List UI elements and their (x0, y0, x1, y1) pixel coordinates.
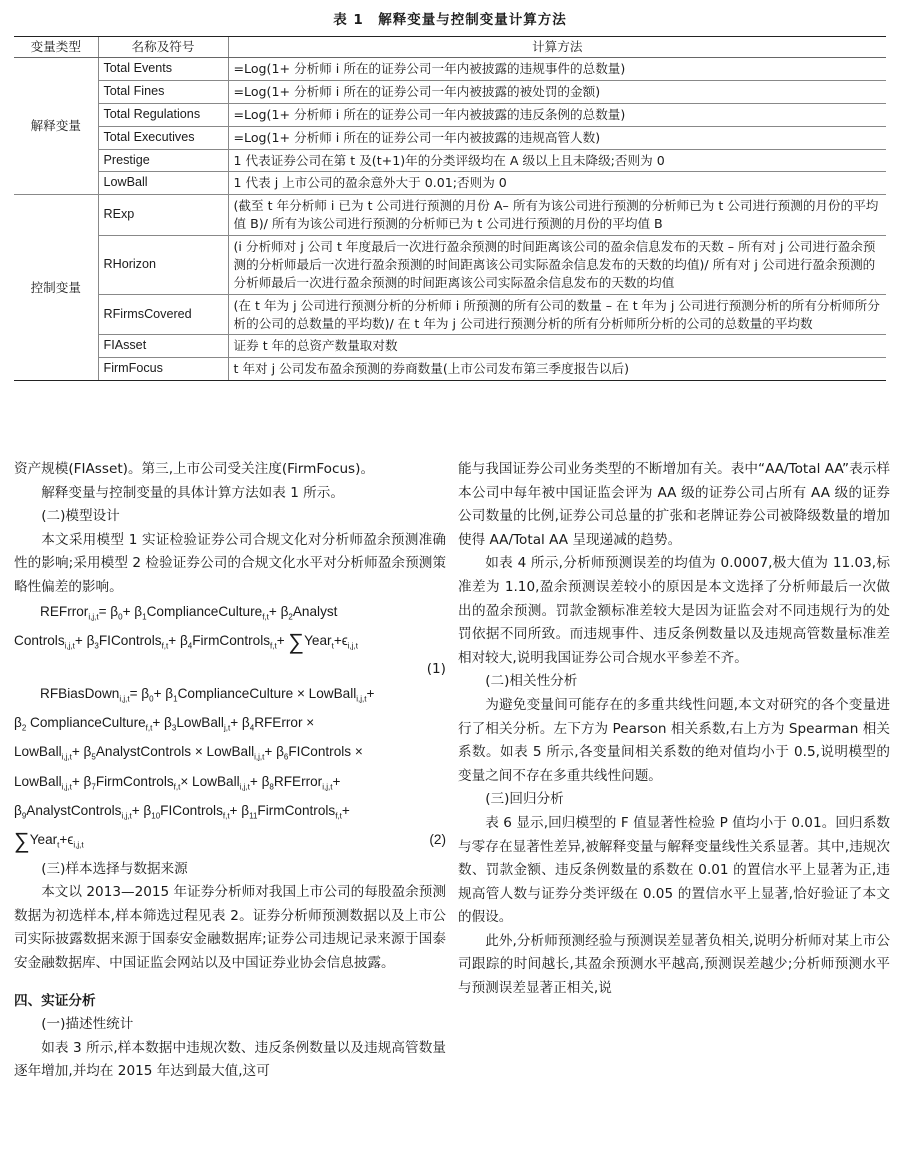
var-method: =Log(1+ 分析师 i 所在的证券公司一年内被披露的被处罚的金额) (228, 80, 886, 103)
equation-2: RFBiasDown$_{i,j,t}$= $\beta_0+$ $\beta_1ComplianceCulture$ × LowBall$_{i,j,t}$+ (40, 685, 375, 704)
paragraph: 此外,分析师预测经验与预测误差显著负相关,说明分析师对某上市公司跟踪的时间越长,其盈余预测水平越高,预测误差越少;分析师预测水平与预测误差显著正相关,说 (458, 932, 890, 997)
section-heading: (三)样本选择与数据来源 (41, 860, 188, 877)
paragraph: 资产规模(FIAsset)。第三,上市公司受关注度(FirmFocus)。 (14, 461, 375, 477)
equation-1-cont: Controls$_{i,j,t}$+ $\beta_3FIControls_{f,t}+$ $\beta_4FirmControls_{f,t}+$ $\sum Year_t+\epsilon_{i,j,t}$ (14, 628, 358, 654)
group-type-control: 控制变量 (14, 195, 98, 381)
paragraph: 表 6 显示,回归模型的 F 值显著性检验 P 值均小于 0.01。回归系数与零存在显著性差异,被解释变量与解释变量线性关系显著。其中,违规次数、罚款金额、违反条例数量的系数在 0.01 的置信水平上显著为正,违规高管人数与证券分类评级在 0.05 的置信水平上显著,恰好验证了本文的假设。 (458, 814, 890, 926)
var-method: 证券 t 年的总资产数量取对数 (228, 335, 886, 358)
section-heading: (二)相关性分析 (485, 673, 578, 690)
var-method: (i 分析师对 j 公司 t 年度最后一次进行盈余预测的时间距离该公司的盈余信息发布的天数 – 所有对 j 公司进行盈余预测的分析师最后一次进行盈余预测的时间距离该公司实际盈余信息发布的天数的均值)/ 所有对 j 公司进行盈余预测的分析师最后一次进行盈余预测的时间距离该公司实际盈余信息发布的天数的均值 (228, 236, 886, 295)
var-method: =Log(1+ 分析师 i 所在的证券公司一年内被披露的违规高管人数) (228, 126, 886, 149)
variables-table (14, 36, 886, 381)
var-name: FirmFocus (98, 358, 228, 381)
equation-2-cont: $\sum Year_t+\epsilon_{i,j,t}$ (2) (14, 828, 446, 857)
table-row (14, 195, 886, 236)
equation-2-cont: LowBall$_{i,j,t}$+ $\beta_7FirmControls_{f,t}\times$ LowBall$_{i,j,t}$+ $\beta_8RFError_{i,j,t}+$ (14, 773, 341, 792)
section-heading: (二)模型设计 (41, 508, 120, 525)
paragraph: 如表 3 所示,样本数据中违规次数、违反条例数量以及违规高管数量逐年增加,并均在 2015 年达到最大值,这可 (14, 1039, 446, 1080)
header-method: 计算方法 (228, 37, 886, 58)
table-row (14, 58, 886, 81)
var-method: t 年对 j 公司发布盈余预测的券商数量(上市公司发布第三季度报告以后) (228, 358, 886, 381)
var-method: 1 代表 j 上市公司的盈余意外大于 0.01;否则为 0 (228, 172, 886, 195)
paragraph: 能与我国证券公司业务类型的不断增加有关。表中“AA/Total AA”表示样本公司中每年被中国证监会评为 AA 级的证券公司占所有 AA 级的证券公司数量的比例,证券公司总量的扩张和老牌证券公司被降级数量的增加使得 AA/Total AA 呈现递减的趋势。 (458, 461, 890, 548)
table-row (14, 80, 886, 103)
var-name: Total Regulations (98, 103, 228, 126)
var-name: Prestige (98, 149, 228, 172)
equation-number: (1) (426, 661, 446, 678)
table-row (14, 335, 886, 358)
var-name: Total Fines (98, 80, 228, 103)
chapter-heading: 四、实证分析 (14, 992, 96, 1009)
table-row (14, 236, 886, 295)
var-name: Total Executives (98, 126, 228, 149)
table-row (14, 358, 886, 381)
var-method: 1 代表证券公司在第 t 及(t+1)年的分类评级均在 A 级以上且未降级;否则为 0 (228, 149, 886, 172)
paragraph: 本文采用模型 1 实证检验证券公司合规文化对分析师盈余预测准确性的影响;采用模型 2 检验证券公司的合规文化水平对分析师盈余预测策略性偏差的影响。 (14, 531, 446, 595)
equation-2-cont: $\beta_9AnalystControls_{i,j,t}+$ $\beta_{10}FIControls_{f,t}+$ $\beta_{11}FirmControls_{f,t}+$ (14, 803, 350, 821)
var-name: RFirmsCovered (98, 294, 228, 335)
table-row (14, 294, 886, 335)
paragraph: 解释变量与控制变量的具体计算方法如表 1 所示。 (41, 484, 344, 501)
var-name: FIAsset (98, 335, 228, 358)
var-method: =Log(1+ 分析师 i 所在的证券公司一年内被披露的违规事件的总数量) (228, 58, 886, 81)
left-column (14, 458, 446, 1084)
group-type-explanatory: 解释变量 (14, 58, 98, 195)
header-type: 变量类型 (14, 37, 98, 58)
var-name: LowBall (98, 172, 228, 195)
table-row (14, 172, 886, 195)
equation-2-cont: $\beta_2$ ComplianceCulture$_{f,t}$+ $\beta_3LowBall_{j,t}+$ $\beta_4RFError$ × (14, 715, 315, 733)
paragraph: 为避免变量间可能存在的多重共线性问题,本文对研究的各个变量进行了相关分析。左下方为 Pearson 相关系数,右上方为 Spearman 相关系数。如表 5 所示,各变量间相关系数的绝对值均小于 0.5,说明模型的变量之间不存在多重共线性问题。 (458, 696, 890, 784)
var-name: RExp (98, 195, 228, 236)
equation-1: REFrror$_{i,j,t}$= $\beta_0+$ $\beta_1ComplianceCulture_{f,t}+$ $\beta_2Analyst$ (40, 603, 338, 622)
paragraph: 本文以 2013—2015 年证券分析师对我国上市公司的每股盈余预测数据为初选样本,样本筛选过程见表 2。证券分析师预测数据以及上市公司实际披露数据来源于国泰安金融数据库;证券公司违规记录来源于国泰安金融数据库、中国证监会网站以及中国证券业协会信息披露。 (14, 884, 446, 972)
var-method: =Log(1+ 分析师 i 所在的证券公司一年内被披露的违反条例的总数量) (228, 103, 886, 126)
right-column (458, 458, 890, 1001)
equation-2-cont: LowBall$_{i,j,t}$+ $\beta_5AnalystControls$ × LowBall$_{i,j,t}$+ $\beta_6FIControls$ × (14, 744, 363, 763)
table-header-row (14, 37, 886, 58)
table-caption: 表 1 解释变量与控制变量计算方法 (333, 12, 567, 28)
header-name: 名称及符号 (98, 37, 228, 58)
section-heading: (一)描述性统计 (41, 1016, 134, 1033)
table-row (14, 126, 886, 149)
paragraph: 如表 4 所示,分析师预测误差的均值为 0.0007,极大值为 11.03,标准差为 1.10,盈余预测误差较小的原因是本文选择了分析师最后一次做出的盈余预测。罚款金额标准差较大是因为证监会对不同违规行为的处罚依据不同所致。而违规事件、违反条例数量以及违规高管数量标准差相对较大,说明我国证券公司合规水平参差不齐。 (458, 555, 890, 666)
table-row (14, 149, 886, 172)
section-heading: (三)回归分析 (485, 791, 564, 808)
equation-number: (2) (429, 832, 446, 848)
var-name: RHorizon (98, 236, 228, 295)
var-name: Total Events (98, 58, 228, 81)
var-method: (在 t 年为 j 公司进行预测分析的分析师 i 所预测的所有公司的数量 – 在 t 年为 j 公司进行预测分析的所有分析师所分析的公司的总数量的平均数)/ 在 t 年为 j 公司进行预测分析的所有分析师所分析的公司的总数量的平均数 (228, 294, 886, 335)
table-row (14, 103, 886, 126)
var-method: (截至 t 年分析师 i 已为 t 公司进行预测的月份 A– 所有为该公司进行预测的分析师已为 t 公司进行预测的月份的平均值 B)/ 所有为该公司进行预测的分析师已为 t 公司进行预测的月份的平均值 B (228, 195, 886, 236)
